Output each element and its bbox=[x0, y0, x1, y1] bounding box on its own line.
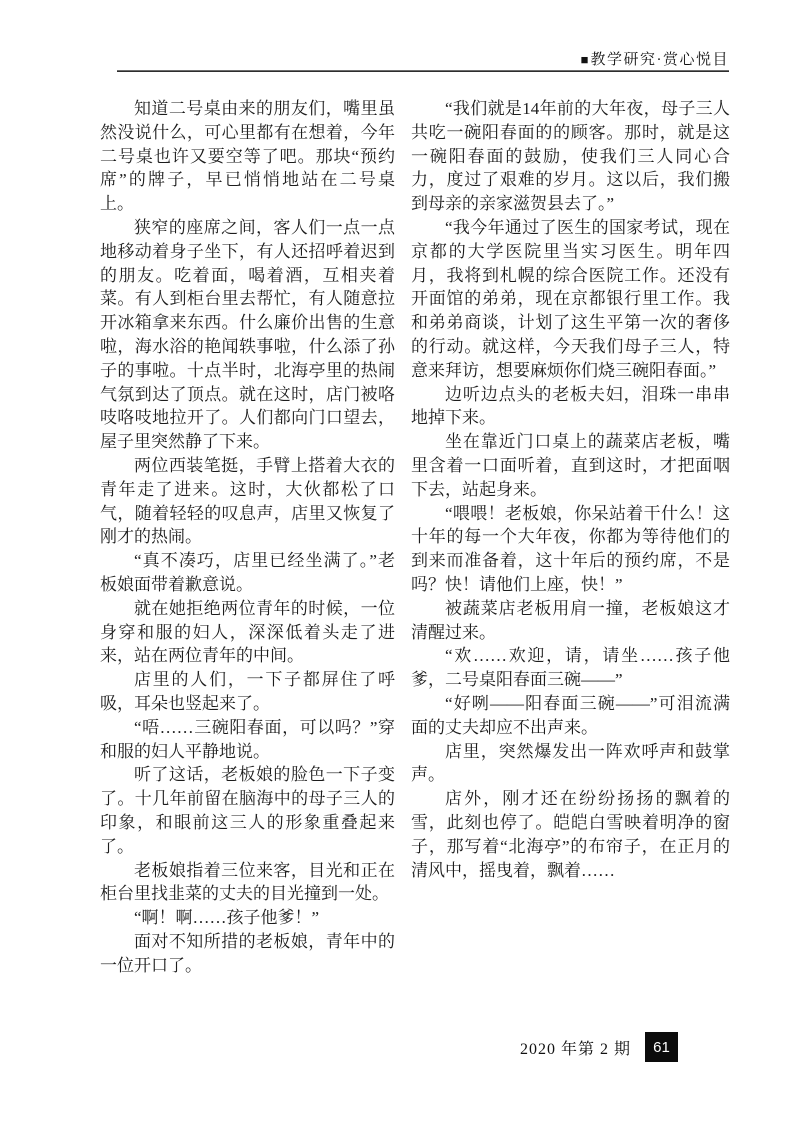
running-head bbox=[581, 48, 729, 69]
paragraph: “好咧——阳春面三碗——”可泪流满面的丈夫却应不出声来。 bbox=[411, 693, 730, 737]
paragraph: 听了这话，老板娘的脸色一下子变了。十几年前留在脑海中的母子三人的印象，和眼前这三人的形象重叠起来了。 bbox=[100, 765, 395, 856]
paragraph: 店外，刚才还在纷纷扬扬的飘着的雪，此刻也停了。皑皑白雪映着明净的窗子，那写着“北海亭”的布帘子，在正月的清风中，摇曳着，飘着…… bbox=[411, 789, 730, 880]
paragraph: 老板娘指着三位来客，目光和正在柜台里找韭菜的丈夫的目光撞到一处。 bbox=[100, 860, 395, 904]
page-footer bbox=[520, 1032, 678, 1062]
section-title: 教学研究·赏心悦目 bbox=[590, 52, 729, 68]
paragraph: 店里的人们，一下子都屏住了呼吸，耳朵也竖起来了。 bbox=[100, 670, 395, 713]
paragraph: 店里，突然爆发出一阵欢呼声和鼓掌声。 bbox=[411, 741, 730, 785]
header-rule bbox=[117, 70, 729, 72]
issue-label: 2020 年第 2 期 bbox=[519, 1040, 631, 1058]
paragraph: 面对不知所措的老板娘，青年中的一位开口了。 bbox=[100, 931, 395, 975]
paragraph: 知道二号桌由来的朋友们，嘴里虽然没说什么，可心里都有在想着，今年二号桌也许又要空等了吧。那块“预约席”的牌子，早已悄悄地站在二号桌上。 bbox=[100, 99, 395, 214]
paragraph: 被蔬菜店老板用肩一撞，老板娘这才清醒过来。 bbox=[411, 598, 730, 642]
left-column bbox=[100, 97, 395, 977]
paragraph: “欢……欢迎，请，请坐……孩子他爹，二号桌阳春面三碗——” bbox=[411, 646, 730, 690]
section-marker-icon: ■ bbox=[580, 52, 589, 67]
paragraph: “喂喂！老板娘，你呆站着干什么！这十年的每一个大年夜，你都为等待他们的到来而准备着，这十年后的预约席，不是吗？快！请他们上座，快！” bbox=[411, 503, 730, 594]
paragraph: “真不凑巧，店里已经坐满了。”老板娘面带着歉意说。 bbox=[100, 551, 395, 594]
paragraph: 狭窄的座席之间，客人们一点一点地移动着身子坐下，有人还招呼着迟到的朋友。吃着面，喝着酒，互相夹着菜。有人到柜台里去帮忙，有人随意拉开冰箱拿来东西。什么廉价出售的生意啦，海水浴的艳闻轶事啦，什么添了孙子的事啦。十点半时，北海亭里的热闹气氛到达了顶点。就在这时，店门被咯吱咯吱地拉开了。人们都向门口望去，屋子里突然静了下来。 bbox=[100, 217, 395, 452]
paragraph: “唔……三碗阳春面，可以吗？”穿和服的妇人平静地说。 bbox=[100, 717, 395, 761]
paragraph: “我今年通过了医生的国家考试，现在京都的大学医院里当实习医生。明年四月，我将到札幌的综合医院工作。还没有开面馆的弟弟，现在京都银行里工作。我和弟弟商谈，计划了这生平第一次的奢侈的行动。就这样，今天我们母子三人，特意来拜访，想要麻烦你们烧三碗阳春面。” bbox=[411, 217, 730, 380]
paragraph: “我们就是14年前的大年夜，母子三人共吃一碗阳春面的的顾客。那时，就是这一碗阳春面的鼓励，使我们三人同心合力，度过了艰难的岁月。这以后，我们搬到母亲的亲家滋贺县去了。” bbox=[411, 99, 730, 214]
article-body bbox=[100, 97, 730, 977]
paragraph: 两位西装笔挺，手臂上搭着大衣的青年走了进来。这时，大伙都松了口气，随着轻轻的叹息声，店里又恢复了刚才的热闹。 bbox=[100, 455, 395, 547]
page-number-badge: 61 bbox=[645, 1032, 678, 1062]
paragraph: 边听边点头的老板夫妇，泪珠一串串地掉下来。 bbox=[411, 384, 730, 428]
paragraph: “啊！啊……孩子他爹！” bbox=[134, 908, 320, 928]
paragraph: 就在她拒绝两位青年的时候，一位身穿和服的妇人，深深低着头走了进来，站在两位青年的中间。 bbox=[100, 598, 395, 666]
paragraph: 坐在靠近门口桌上的蔬菜店老板，嘴里含着一口面听着，直到这时，才把面咽下去，站起身来。 bbox=[411, 432, 730, 499]
right-column bbox=[411, 97, 730, 977]
